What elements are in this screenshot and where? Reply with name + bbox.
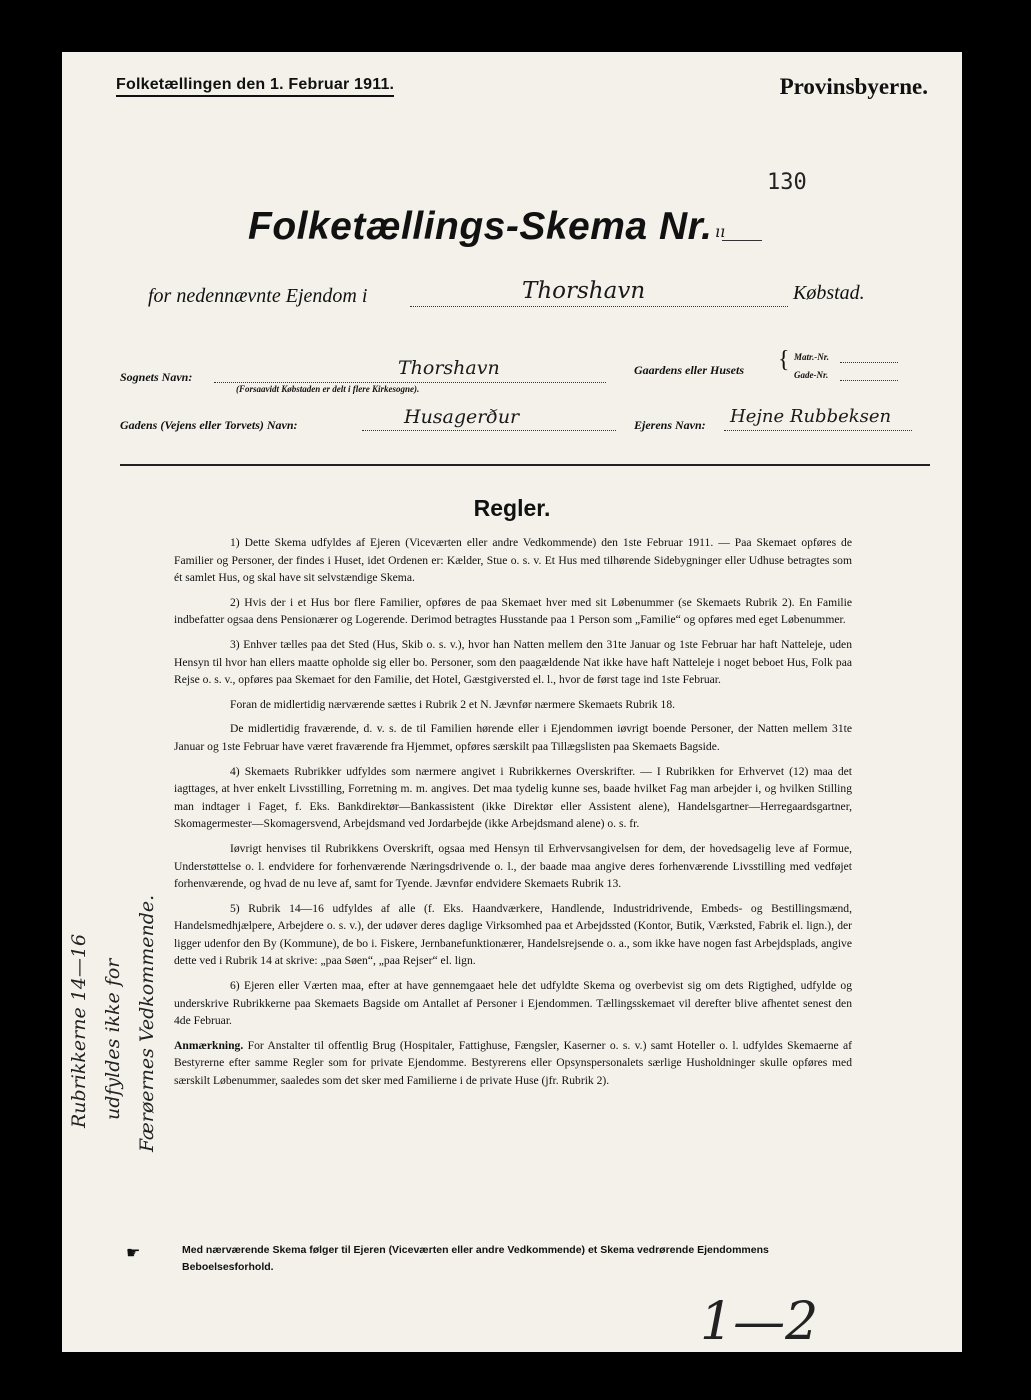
pointing-hand-icon: ☛: [126, 1245, 141, 1262]
owner-label: Ejerens Navn:: [634, 418, 706, 432]
street-line: [362, 430, 616, 431]
rule-paragraph: De midlertidig fraværende, d. v. s. de til Familien hørende eller i Ejendommen iøvrigt boende Personer, der Natten mellem 31te Januar og 1ste Februar have været fraværende fra Hjemmet, opføres særskilt paa Tillægslisten paa Skemaets Bagside.: [174, 722, 852, 753]
owner-line: [724, 430, 912, 431]
parish-value: Thorshavn: [398, 357, 500, 379]
region-title: Provinsbyerne.: [779, 74, 928, 99]
side-annotation-line3: Færøernes Vedkommende.: [136, 894, 158, 1152]
section-divider: [120, 464, 930, 466]
rule-paragraph: 4) Skemaets Rubrikker udfyldes som nærmere angivet i Rubrikkernes Overskrifter. — I Rubrikken for Erhvervet (12) maa det iagttages, at hver enkelt Livsstilling, Forretning m. m. angives. Det maa tydelig kunne ses, baade hvilket Fag man arbejder i, og hvilken Stilling man indtager i Faget, f. Eks. Bankdirektør—Bankassistent (ikke Direktør eller Assistent alene), Handelsgartner—Herregaardsgartner, Skomagermester—Skomagersvend, Arbejdsmand ved Jordarbejde (ikke Arbejdsmand alene) o. s. fr.: [174, 764, 852, 831]
note-label: Anmærkning.: [174, 1038, 244, 1052]
page-marker: 1—2: [700, 1292, 819, 1352]
census-form-page: [62, 52, 962, 1352]
farm-label: Gaardens eller Husets: [634, 363, 745, 377]
property-town-line: [410, 306, 788, 307]
form-number-value: ıı: [715, 222, 726, 241]
gade-line: [840, 380, 898, 381]
parish-label: Sognets Navn:: [120, 370, 193, 384]
rule-paragraph: 6) Ejeren eller Værten maa, efter at have gennemgaaet hele det udfyldte Skema og overbevist sig om dets Rigtighed, udfylde og underskrive Rubrikkerne paa Skemaets Bagside om Antallet af Personer i Ejendommen. Tællingsskemaet vil derefter blive afhentet senest den 4de Februar.: [174, 979, 852, 1028]
matr-line: [840, 362, 898, 363]
matr-label: Matr.-Nr.: [794, 352, 830, 362]
rule-paragraph: Foran de midlertidig nærværende sættes i Rubrik 2 et N. Jævnfør nærmere Skemaets Rubrik 18.: [230, 697, 676, 711]
gade-label: Gade-Nr.: [794, 370, 829, 380]
street-label: Gadens (Vejens eller Torvets) Navn:: [120, 418, 298, 432]
rules-title: Regler.: [473, 495, 551, 521]
rules-note: [174, 1037, 852, 1090]
note-text: For Anstalter til offentlig Brug (Hospitaler, Fattighuse, Fængsler, Kaserner o. s. v.) samt Hoteller o. l. udfyldes Skemaerne af Bestyrerne efter samme Regler som for private Ejendomme. Bestyrerens eller Opsynspersonalets særlige Husholdninger skulle opføres med særskilt Løbenummer, saaledes som det sker med Familierne i de private Huse (jfr. Rubrik 2).: [174, 1038, 852, 1088]
census-header-title: Folketællingen den 1. Februar 1911.: [116, 76, 394, 97]
bottom-note: Med nærværende Skema følger til Ejeren (Viceværten eller andre Vedkommende) et Skema vedrørende Ejendommens Beboelsesforhold.: [182, 1244, 769, 1273]
farm-bracket: {: [778, 347, 790, 373]
title-number-line: [722, 240, 762, 241]
rule-paragraph: 5) Rubrik 14—16 udfyldes af alle (f. Eks. Haandværkere, Handlende, Industridrivende, Embeds- og Bestillingsmænd, Handelsmedhjælpere, Arbejdere o. s. v.), der udøver deres daglige Virksomhed paa et Arbejdssted (Kontor, Butik, Værksted, Fabrik el. lign.), der ligger udenfor den By (Kommune), de bo i. Fiskere, Jernbanefunktionærer, Handelsrejsende o. a., som ikke have nogen fast Arbejdsplads, angive dette ved i Rubrik 14 at skrive: „paa Søen“, „paa Rejser“ el. lign.: [174, 901, 852, 968]
rule-paragraph: 1) Dette Skema udfyldes af Ejeren (Viceværten eller andre Vedkommende) den 1ste Februar 1911. — Paa Skemaet opføres de Familier og Personer, der findes i Huset, idet Ordenen er: Kælder, Stue o. s. v. Et Hus med tilhørende Sidebygninger eller Udhuse betragtes som ét samlet Hus, og skal have sit selvstændige Skema.: [174, 536, 852, 585]
stamp-number: 130: [767, 170, 807, 195]
parish-line: [214, 382, 606, 383]
rules-body: [174, 534, 852, 1097]
side-annotation-line2: udfyldes ikke for: [102, 958, 124, 1120]
owner-value: Hejne Rubbeksen: [730, 406, 892, 427]
rule-paragraph: Iøvrigt henvises til Rubrikkens Overskrift, ogsaa med Hensyn til Erhvervsangivelsen for dem, der hovedsagelig leve af Formue, Understøttelse o. l. endvidere for forhenværende Næringsdrivende o. l., der baade maa angive deres forhenværende Livsstilling med vedføjet forhenværende, og hvad de nu leve af, samt for Tyende. Jævnfør endvidere Skemaets Rubrik 13.: [174, 841, 852, 891]
property-suffix: Købstad.: [793, 282, 865, 304]
property-prefix: for nedennævnte Ejendom i: [148, 285, 368, 307]
street-value: Husagerður: [404, 406, 520, 428]
parish-note: (Forsaavidt Købstaden er delt i flere Kirkesogne).: [236, 384, 420, 394]
side-annotation-line1: Rubrikkerne 14—16: [68, 933, 90, 1128]
form-title: Folketællings-Skema Nr.: [248, 205, 713, 248]
property-town-value: Thorshavn: [522, 278, 646, 304]
rule-paragraph: 2) Hvis der i et Hus bor flere Familier, opføres de paa Skemaet hver med sit Løbenummer (se Skemaets Rubrik 2). En Familie indbefatter ogsaa dens Pensionærer og Logerende. Derimod betragtes Husstande paa 1 Person som „Familie“ og opføres med eget Løbenummer.: [174, 595, 852, 627]
rule-paragraph: 3) Enhver tælles paa det Sted (Hus, Skib o. s. v.), hvor han Natten mellem den 31te Januar og 1ste Februar har haft Natteleje, uden Hensyn til hvor han ellers maatte opholde sig eller bo. Personer, som den paagældende Nat ikke have haft Natteleje i noget beboet Hus, Folk paa Rejse o. s. v., opføres paa Skemaet for den Familie, det Hotel, Gæstgiversted el. l., hvor de først tage ind 1ste Februar.: [174, 637, 852, 687]
